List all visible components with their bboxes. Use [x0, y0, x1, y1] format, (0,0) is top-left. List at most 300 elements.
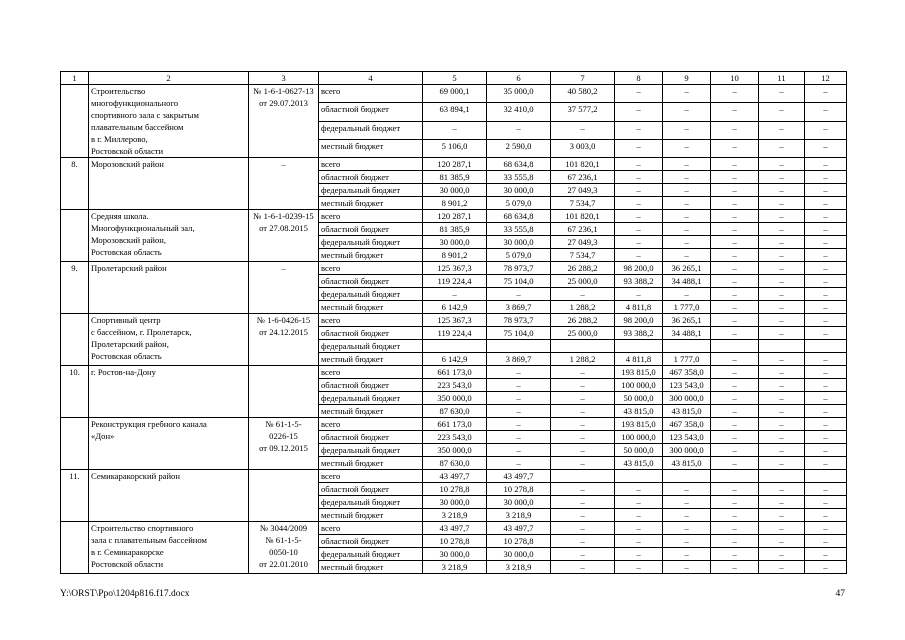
- amount-cell: –: [615, 288, 663, 301]
- amount-cell: –: [551, 444, 615, 457]
- amount-cell: –: [551, 379, 615, 392]
- amount-cell: –: [759, 353, 805, 366]
- amount-cell: 125 367,3: [423, 262, 487, 275]
- amount-cell: –: [423, 121, 487, 139]
- amount-cell: –: [663, 171, 711, 184]
- amount-cell: –: [759, 444, 805, 457]
- amount-cell: –: [805, 392, 847, 405]
- amount-cell: 34 488,1: [663, 275, 711, 288]
- amount-cell: –: [663, 236, 711, 249]
- amount-cell: –: [759, 483, 805, 496]
- amount-cell: –: [805, 85, 847, 103]
- amount-cell: 40 580,2: [551, 85, 615, 103]
- amount-cell: –: [551, 431, 615, 444]
- amount-cell: –: [805, 249, 847, 262]
- amount-cell: –: [711, 548, 759, 561]
- amount-cell: 467 358,0: [663, 366, 711, 379]
- amount-cell: –: [663, 496, 711, 509]
- amount-cell: –: [487, 457, 551, 470]
- amount-cell: –: [711, 353, 759, 366]
- page-number: 47: [835, 589, 845, 599]
- document-reference: [249, 366, 319, 418]
- object-name: [89, 262, 249, 314]
- amount-cell: 26 288,2: [551, 262, 615, 275]
- amount-cell: –: [615, 548, 663, 561]
- amount-cell: –: [711, 121, 759, 139]
- amount-cell: –: [663, 103, 711, 121]
- object-name-line: Морозовский район: [91, 159, 164, 169]
- budget-source: местный бюджет: [319, 457, 423, 470]
- amount-cell: –: [663, 184, 711, 197]
- object-name-line: в г. Семикаракорске: [91, 547, 164, 557]
- amount-cell: 68 634,8: [487, 210, 551, 223]
- amount-cell: –: [615, 535, 663, 548]
- document-reference: [249, 314, 319, 366]
- amount-cell: 467 358,0: [663, 418, 711, 431]
- amount-cell: –: [759, 275, 805, 288]
- amount-cell: 10 278,8: [487, 535, 551, 548]
- amount-cell: –: [615, 158, 663, 171]
- amount-cell: –: [759, 301, 805, 314]
- amount-cell: 1 777,0: [663, 301, 711, 314]
- amount-cell: –: [759, 262, 805, 275]
- amount-cell: –: [487, 392, 551, 405]
- object-name-line: Средняя школа.: [91, 211, 149, 221]
- amount-cell: –: [759, 139, 805, 157]
- amount-cell: 32 410,0: [487, 103, 551, 121]
- amount-cell: 30 000,0: [487, 548, 551, 561]
- row-number: 8.: [61, 158, 89, 210]
- amount-cell: 5 079,0: [487, 249, 551, 262]
- amount-cell: 193 815,0: [615, 418, 663, 431]
- amount-cell: 100 000,0: [615, 379, 663, 392]
- amount-cell: 27 049,3: [551, 236, 615, 249]
- object-name-line: в г. Миллерово,: [91, 134, 148, 144]
- amount-cell: 5 106,0: [423, 139, 487, 157]
- amount-cell: –: [487, 288, 551, 301]
- amount-cell: –: [759, 223, 805, 236]
- amount-cell: –: [759, 184, 805, 197]
- amount-cell: –: [423, 288, 487, 301]
- budget-source: федеральный бюджет: [319, 444, 423, 457]
- amount-cell: 350 000,0: [423, 444, 487, 457]
- amount-cell: –: [805, 171, 847, 184]
- amount-cell: 43 497,7: [487, 522, 551, 535]
- document-reference: [249, 158, 319, 210]
- table-row: [61, 366, 847, 379]
- amount-cell: –: [711, 103, 759, 121]
- amount-cell: –: [805, 327, 847, 340]
- amount-cell: 8 901,2: [423, 197, 487, 210]
- budget-source: федеральный бюджет: [319, 340, 423, 353]
- amount-cell: [551, 470, 615, 483]
- object-name-line: Спортивный центр: [91, 315, 161, 325]
- table-row: [61, 314, 847, 327]
- amount-cell: 3 869,7: [487, 301, 551, 314]
- amount-cell: [615, 470, 663, 483]
- budget-source: всего: [319, 470, 423, 483]
- amount-cell: [487, 340, 551, 353]
- budget-source: местный бюджет: [319, 301, 423, 314]
- amount-cell: 75 104,0: [487, 327, 551, 340]
- amount-cell: –: [615, 236, 663, 249]
- header-row: [61, 72, 847, 85]
- amount-cell: –: [759, 236, 805, 249]
- amount-cell: 68 634,8: [487, 158, 551, 171]
- amount-cell: –: [711, 236, 759, 249]
- amount-cell: 37 577,2: [551, 103, 615, 121]
- amount-cell: –: [663, 139, 711, 157]
- amount-cell: 50 000,0: [615, 392, 663, 405]
- amount-cell: –: [759, 314, 805, 327]
- amount-cell: –: [805, 418, 847, 431]
- amount-cell: –: [805, 522, 847, 535]
- amount-cell: –: [759, 392, 805, 405]
- amount-cell: –: [711, 197, 759, 210]
- amount-cell: 67 236,1: [551, 223, 615, 236]
- amount-cell: –: [759, 535, 805, 548]
- amount-cell: –: [711, 262, 759, 275]
- object-name-line: зала с плавательным бассейном: [91, 535, 207, 545]
- amount-cell: 7 534,7: [551, 197, 615, 210]
- budget-source: федеральный бюджет: [319, 184, 423, 197]
- amount-cell: –: [711, 444, 759, 457]
- budget-source: федеральный бюджет: [319, 288, 423, 301]
- amount-cell: [711, 470, 759, 483]
- amount-cell: 30 000,0: [423, 548, 487, 561]
- amount-cell: 10 278,8: [487, 483, 551, 496]
- amount-cell: 3 218,9: [487, 561, 551, 574]
- amount-cell: 120 287,1: [423, 158, 487, 171]
- footer-file-path: Y:\ORST\Ppo\1204p816.f17.docx: [60, 589, 190, 599]
- amount-cell: –: [551, 392, 615, 405]
- amount-cell: 119 224,4: [423, 275, 487, 288]
- object-name-line: Ростовской области: [91, 146, 164, 156]
- budget-table: [60, 71, 847, 574]
- amount-cell: 123 543,0: [663, 431, 711, 444]
- amount-cell: –: [487, 418, 551, 431]
- amount-cell: 300 000,0: [663, 392, 711, 405]
- amount-cell: –: [711, 249, 759, 262]
- amount-cell: –: [663, 548, 711, 561]
- object-name: [89, 85, 249, 158]
- amount-cell: –: [711, 327, 759, 340]
- amount-cell: 30 000,0: [487, 496, 551, 509]
- document-reference-line: –: [281, 263, 286, 273]
- header-cell: 4: [319, 72, 423, 85]
- object-name: [89, 314, 249, 366]
- document-reference-line: от 24.12.2015: [259, 327, 308, 337]
- object-name-line: с бассейном, г. Пролетарск,: [91, 327, 192, 337]
- amount-cell: –: [805, 509, 847, 522]
- amount-cell: –: [759, 288, 805, 301]
- budget-source: всего: [319, 366, 423, 379]
- amount-cell: –: [551, 405, 615, 418]
- amount-cell: –: [805, 158, 847, 171]
- amount-cell: 223 543,0: [423, 431, 487, 444]
- amount-cell: 4 811,8: [615, 301, 663, 314]
- object-name: [89, 158, 249, 210]
- amount-cell: 93 388,2: [615, 327, 663, 340]
- object-name-line: Морозовский район,: [91, 235, 167, 245]
- budget-source: местный бюджет: [319, 249, 423, 262]
- row-number: [61, 85, 89, 158]
- amount-cell: –: [759, 210, 805, 223]
- amount-cell: [805, 340, 847, 353]
- document-reference: [249, 522, 319, 574]
- amount-cell: –: [711, 483, 759, 496]
- amount-cell: –: [711, 366, 759, 379]
- amount-cell: –: [551, 522, 615, 535]
- table-row: [61, 210, 847, 223]
- amount-cell: –: [805, 236, 847, 249]
- object-name-line: Многофункциональный зал,: [91, 223, 195, 233]
- amount-cell: 81 385,9: [423, 171, 487, 184]
- object-name: [89, 210, 249, 262]
- budget-source: федеральный бюджет: [319, 236, 423, 249]
- object-name-line: Строительство спортивного: [91, 523, 194, 533]
- amount-cell: –: [805, 275, 847, 288]
- document-reference-line: № 61-1-5-: [265, 535, 302, 545]
- document-reference-line: от 29.07.2013: [259, 98, 308, 108]
- document-reference-line: № 1-6-1-0627-13: [253, 86, 314, 96]
- header-cell: 8: [615, 72, 663, 85]
- amount-cell: 3 218,9: [487, 509, 551, 522]
- amount-cell: –: [711, 85, 759, 103]
- row-number: 9.: [61, 262, 89, 314]
- amount-cell: –: [711, 210, 759, 223]
- amount-cell: 8 901,2: [423, 249, 487, 262]
- budget-source: областной бюджет: [319, 103, 423, 121]
- amount-cell: –: [805, 561, 847, 574]
- budget-source: всего: [319, 522, 423, 535]
- amount-cell: –: [711, 158, 759, 171]
- amount-cell: –: [615, 509, 663, 522]
- object-name-line: Ростовская область: [91, 351, 162, 361]
- amount-cell: 193 815,0: [615, 366, 663, 379]
- amount-cell: –: [663, 509, 711, 522]
- amount-cell: –: [805, 139, 847, 157]
- amount-cell: –: [663, 85, 711, 103]
- header-cell: 11: [759, 72, 805, 85]
- amount-cell: –: [805, 535, 847, 548]
- budget-source: областной бюджет: [319, 535, 423, 548]
- object-name: [89, 522, 249, 574]
- amount-cell: –: [805, 496, 847, 509]
- amount-cell: 30 000,0: [487, 184, 551, 197]
- row-number: 10.: [61, 366, 89, 418]
- amount-cell: –: [551, 548, 615, 561]
- amount-cell: 30 000,0: [423, 236, 487, 249]
- amount-cell: –: [805, 301, 847, 314]
- amount-cell: 6 142,9: [423, 301, 487, 314]
- amount-cell: –: [551, 535, 615, 548]
- amount-cell: 1 288,2: [551, 353, 615, 366]
- budget-source: всего: [319, 158, 423, 171]
- amount-cell: –: [759, 366, 805, 379]
- amount-cell: –: [805, 353, 847, 366]
- amount-cell: 63 894,1: [423, 103, 487, 121]
- amount-cell: 81 385,9: [423, 223, 487, 236]
- amount-cell: 125 367,3: [423, 314, 487, 327]
- amount-cell: –: [805, 184, 847, 197]
- amount-cell: –: [551, 561, 615, 574]
- budget-source: федеральный бюджет: [319, 548, 423, 561]
- budget-source: местный бюджет: [319, 353, 423, 366]
- amount-cell: –: [711, 301, 759, 314]
- object-name-line: Семикаракорский район: [91, 471, 180, 481]
- budget-source: областной бюджет: [319, 483, 423, 496]
- amount-cell: –: [711, 431, 759, 444]
- amount-cell: 5 079,0: [487, 197, 551, 210]
- document-reference-line: № 1-6-1-0239-15: [253, 211, 314, 221]
- amount-cell: –: [805, 431, 847, 444]
- amount-cell: –: [805, 223, 847, 236]
- amount-cell: –: [615, 184, 663, 197]
- budget-source: местный бюджет: [319, 139, 423, 157]
- amount-cell: –: [487, 366, 551, 379]
- amount-cell: –: [551, 496, 615, 509]
- amount-cell: 25 000,0: [551, 275, 615, 288]
- amount-cell: 43 815,0: [663, 405, 711, 418]
- amount-cell: [711, 340, 759, 353]
- amount-cell: 101 820,1: [551, 210, 615, 223]
- amount-cell: 35 000,0: [487, 85, 551, 103]
- amount-cell: –: [551, 288, 615, 301]
- document-reference: [249, 210, 319, 262]
- amount-cell: –: [615, 85, 663, 103]
- document-reference-line: № 1-6-0426-15: [256, 315, 311, 325]
- amount-cell: –: [711, 171, 759, 184]
- amount-cell: 33 555,8: [487, 223, 551, 236]
- table-row: [61, 158, 847, 171]
- row-number: [61, 314, 89, 366]
- header-cell: 5: [423, 72, 487, 85]
- amount-cell: 3 218,9: [423, 561, 487, 574]
- amount-cell: 43 815,0: [663, 457, 711, 470]
- object-name-line: Реконструкция гребного канала: [91, 419, 207, 429]
- budget-source: всего: [319, 418, 423, 431]
- amount-cell: –: [805, 121, 847, 139]
- amount-cell: –: [487, 431, 551, 444]
- amount-cell: 10 278,8: [423, 483, 487, 496]
- amount-cell: 119 224,4: [423, 327, 487, 340]
- amount-cell: –: [759, 418, 805, 431]
- amount-cell: 67 236,1: [551, 171, 615, 184]
- object-name: [89, 366, 249, 418]
- table-body: [61, 72, 847, 574]
- header-cell: 1: [61, 72, 89, 85]
- object-name-line: многофункционального: [91, 98, 179, 108]
- amount-cell: –: [551, 483, 615, 496]
- amount-cell: 30 000,0: [487, 236, 551, 249]
- budget-source: областной бюджет: [319, 171, 423, 184]
- amount-cell: 7 534,7: [551, 249, 615, 262]
- amount-cell: –: [759, 509, 805, 522]
- amount-cell: –: [711, 223, 759, 236]
- amount-cell: [759, 340, 805, 353]
- amount-cell: –: [759, 103, 805, 121]
- amount-cell: –: [711, 392, 759, 405]
- amount-cell: –: [663, 288, 711, 301]
- amount-cell: –: [551, 418, 615, 431]
- amount-cell: –: [663, 197, 711, 210]
- amount-cell: [805, 470, 847, 483]
- amount-cell: 43 815,0: [615, 405, 663, 418]
- amount-cell: –: [711, 379, 759, 392]
- document-reference-line: 0226-15: [269, 431, 298, 441]
- amount-cell: –: [711, 418, 759, 431]
- budget-source: всего: [319, 210, 423, 223]
- amount-cell: 98 200,0: [615, 314, 663, 327]
- row-number: [61, 522, 89, 574]
- object-name-line: Пролетарский район,: [91, 339, 169, 349]
- budget-source: местный бюджет: [319, 561, 423, 574]
- amount-cell: –: [759, 431, 805, 444]
- amount-cell: –: [663, 522, 711, 535]
- budget-source: федеральный бюджет: [319, 121, 423, 139]
- amount-cell: 10 278,8: [423, 535, 487, 548]
- amount-cell: –: [805, 548, 847, 561]
- amount-cell: 26 288,2: [551, 314, 615, 327]
- amount-cell: –: [805, 457, 847, 470]
- amount-cell: –: [759, 158, 805, 171]
- amount-cell: –: [663, 535, 711, 548]
- amount-cell: –: [759, 85, 805, 103]
- amount-cell: –: [551, 509, 615, 522]
- amount-cell: –: [663, 561, 711, 574]
- amount-cell: –: [487, 379, 551, 392]
- amount-cell: 661 173,0: [423, 366, 487, 379]
- amount-cell: 3 003,0: [551, 139, 615, 157]
- object-name: [89, 470, 249, 522]
- header-cell: 2: [89, 72, 249, 85]
- amount-cell: 100 000,0: [615, 431, 663, 444]
- object-name-line: г. Ростов-на-Дону: [91, 367, 156, 377]
- document-reference: [249, 262, 319, 314]
- amount-cell: 87 630,0: [423, 405, 487, 418]
- amount-cell: 43 815,0: [615, 457, 663, 470]
- row-number: [61, 418, 89, 470]
- object-name-line: «Дон»: [91, 431, 115, 441]
- amount-cell: 93 388,2: [615, 275, 663, 288]
- amount-cell: –: [759, 457, 805, 470]
- amount-cell: –: [711, 288, 759, 301]
- amount-cell: 78 973,7: [487, 262, 551, 275]
- document-reference-line: № 61-1-5-: [265, 419, 302, 429]
- amount-cell: –: [615, 561, 663, 574]
- amount-cell: 43 497,7: [423, 470, 487, 483]
- amount-cell: 30 000,0: [423, 496, 487, 509]
- amount-cell: 6 142,9: [423, 353, 487, 366]
- amount-cell: 36 265,1: [663, 262, 711, 275]
- amount-cell: 300 000,0: [663, 444, 711, 457]
- budget-source: областной бюджет: [319, 379, 423, 392]
- amount-cell: –: [759, 249, 805, 262]
- amount-cell: –: [615, 522, 663, 535]
- document-reference-line: –: [281, 159, 286, 169]
- amount-cell: –: [711, 275, 759, 288]
- amount-cell: –: [615, 223, 663, 236]
- header-cell: 10: [711, 72, 759, 85]
- amount-cell: 1 288,2: [551, 301, 615, 314]
- amount-cell: 87 630,0: [423, 457, 487, 470]
- amount-cell: 75 104,0: [487, 275, 551, 288]
- amount-cell: –: [615, 103, 663, 121]
- amount-cell: –: [663, 210, 711, 223]
- amount-cell: –: [663, 121, 711, 139]
- amount-cell: –: [759, 405, 805, 418]
